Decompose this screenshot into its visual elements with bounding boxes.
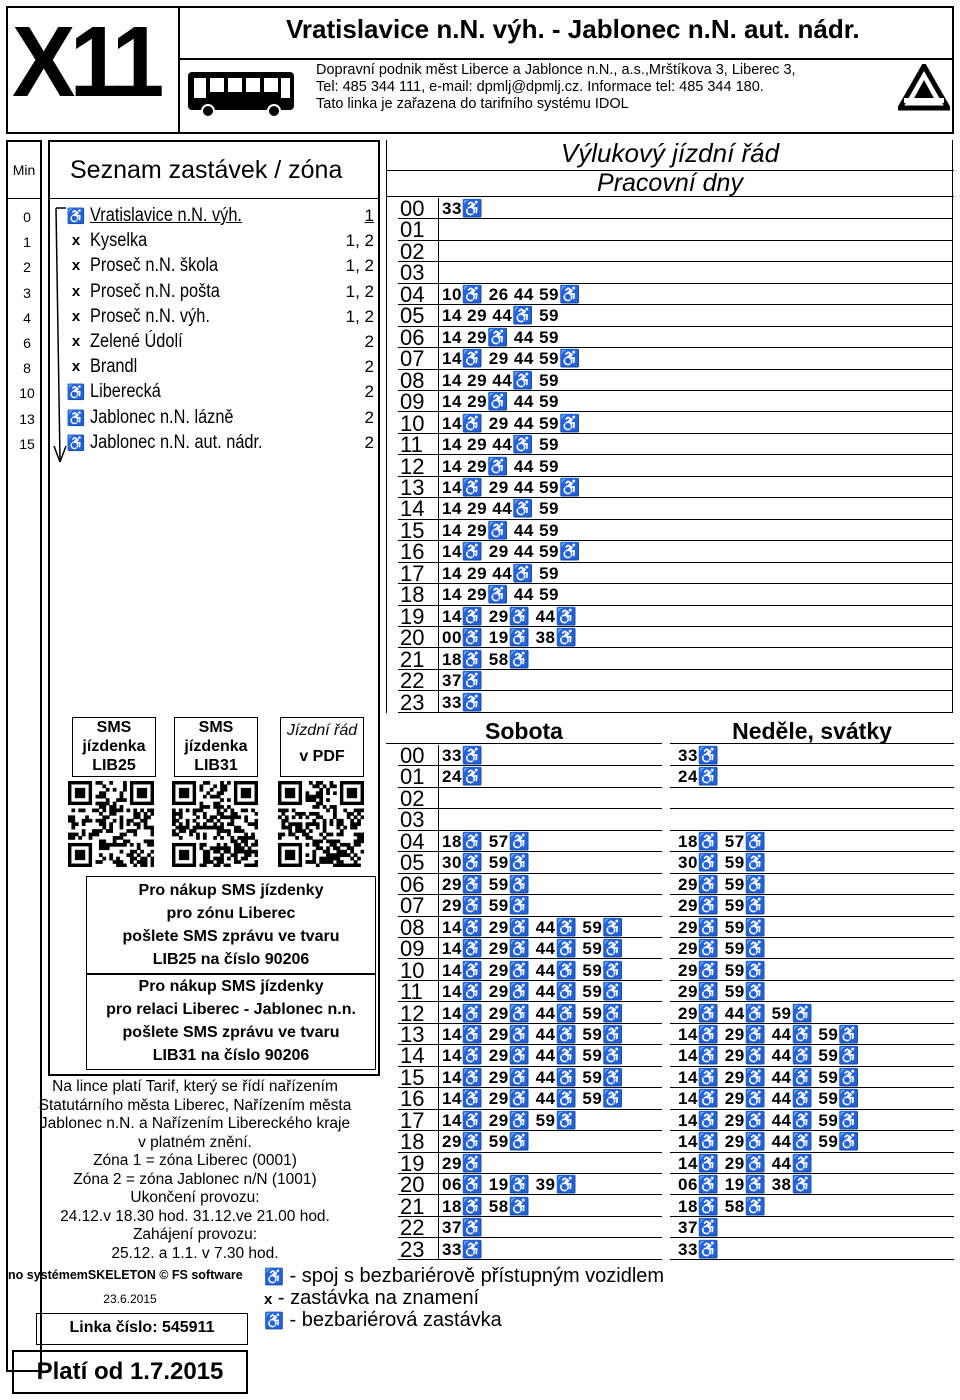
departure-minutes: 14♿ 29♿ 44♿ 59♿ — [678, 1110, 860, 1130]
departure-minutes: 30♿ 59♿ — [678, 853, 767, 873]
header-rule — [180, 58, 954, 60]
timetable-row — [670, 1153, 954, 1174]
timetable-row — [398, 646, 952, 672]
departure-minutes: 33♿ — [678, 1239, 720, 1259]
sms-info-liberec-line1: Pro nákup SMS jízdenky — [138, 882, 324, 899]
saturday-table — [398, 745, 662, 1260]
sms-info-jablonec-line3: pošlete SMS zprávu ve tvaru — [122, 1024, 340, 1041]
timetable-row — [670, 831, 954, 852]
tariff-line-5: Zóna 1 = zóna Liberec (0001) — [93, 1152, 297, 1169]
timetable-row — [670, 1045, 954, 1066]
departure-minutes: 29♿ — [442, 1153, 484, 1173]
timetable-row — [398, 324, 952, 350]
request-stop-icon: x — [71, 257, 81, 275]
timetable-row — [670, 766, 954, 787]
departure-minutes: 37♿ — [442, 1218, 484, 1238]
timetable-row — [398, 432, 952, 458]
departure-minutes: 14♿ 29♿ 44♿ 59♿ — [442, 917, 624, 937]
request-stop-icon: x — [71, 282, 81, 300]
timetable-row — [398, 453, 952, 479]
sunday-table — [670, 745, 954, 1260]
departure-minutes: 14♿ 29♿ 44♿ 59♿ — [678, 1132, 860, 1152]
legend-item-accessible-vehicle — [264, 1266, 664, 1288]
timetable-row — [670, 1024, 954, 1045]
stop-name: Jablonec n.N. aut. nádr. — [90, 431, 263, 453]
request-stop-icon: x — [71, 232, 81, 250]
departure-minutes: 14 29♿ 44 59 — [442, 456, 559, 476]
hour-label: 02 — [400, 238, 425, 264]
hour-label: 15 — [400, 517, 425, 543]
hour-label: 21 — [400, 1193, 425, 1219]
tariff-line-6: Zóna 2 = zóna Jablonec n/N (1001) — [73, 1170, 317, 1188]
stop-row — [0, 407, 380, 432]
print-date: 23.6.2015 — [103, 1292, 157, 1306]
sms-box-lib25-line2: jízdenka — [82, 738, 146, 755]
timetable-row — [670, 1088, 954, 1109]
timetable-row — [398, 367, 952, 393]
weekday-label: Pracovní dny — [597, 169, 743, 197]
timetable-row — [398, 539, 952, 565]
sms-box-lib31 — [174, 717, 258, 777]
tariff-line-3: Jablonec n.N. a Nařízením Libereckého kraje — [39, 1115, 351, 1132]
departure-minutes: 24♿ — [678, 767, 720, 787]
stop-zone: 1, 2 — [345, 281, 374, 301]
hour-column-divider — [438, 745, 439, 1260]
stop-minute: 4 — [23, 309, 31, 326]
departure-minutes: 14♿ 29♿ 44♿ 59♿ — [442, 1046, 624, 1066]
tariff-line-7: Ukončení provozu: — [130, 1189, 260, 1206]
departure-minutes: 14♿ 29♿ 44♿ 59♿ — [442, 1067, 624, 1087]
qr-code-lib31[interactable] — [172, 781, 258, 867]
timetable-title: Výlukový jízdní řád — [560, 138, 780, 168]
departure-minutes: 14♿ 29♿ 44♿ — [678, 1153, 814, 1173]
departure-minutes: 14 29♿ 44 59 — [442, 327, 559, 347]
tariff-line-8: 24.12.v 18.30 hod. 31.12.ve 21.00 hod. — [60, 1207, 330, 1225]
departure-minutes: 14 29♿ 44 59 — [442, 392, 559, 412]
stop-name: Jablonec n.N. lázně — [90, 406, 234, 428]
timetable-row — [398, 689, 952, 715]
stop-name: Proseč n.N. pošta — [90, 280, 220, 302]
hour-label: 14 — [400, 1043, 425, 1069]
hour-label: 22 — [400, 668, 425, 694]
hour-label: 19 — [400, 603, 425, 629]
sms-info-jablonec-line2: pro relaci Liberec - Jablonec n.n. — [106, 1001, 356, 1018]
departure-minutes: 33♿ — [442, 746, 484, 765]
operator-info — [316, 62, 796, 113]
sms-box-lib25-line1: SMS — [96, 719, 132, 736]
timetable-row — [670, 1174, 954, 1195]
departure-minutes: 29♿ 59♿ — [442, 1132, 531, 1152]
sms-info-liberec-line2: pro zónu Liberec — [166, 905, 296, 922]
timetable-row — [398, 389, 952, 415]
departure-minutes: 29♿ 59♿ — [678, 917, 767, 937]
departure-minutes: 29♿ 59♿ — [678, 896, 767, 916]
departure-minutes: 14 29 44♿ 59 — [442, 435, 559, 455]
stop-minute: 13 — [19, 410, 35, 427]
timetable-row — [398, 281, 952, 307]
departure-minutes: 30♿ 59♿ — [442, 853, 531, 873]
hour-label: 07 — [400, 893, 425, 919]
min-divider — [6, 198, 42, 199]
hour-label: 01 — [400, 217, 425, 243]
hour-label: 14 — [400, 496, 425, 522]
legend-text-1: - spoj s bezbariérově přístupným vozidlem — [289, 1265, 665, 1287]
valid-from: Platí od 1.7.2015 — [12, 1350, 248, 1394]
departure-minutes: 29♿ 59♿ — [678, 874, 767, 894]
legend-item-accessible-stop — [264, 1310, 664, 1332]
departure-minutes: 37♿ — [442, 671, 484, 691]
hour-label: 07 — [400, 346, 425, 372]
hour-label: 21 — [400, 646, 425, 672]
operator-line-2: Tel: 485 344 111, e-mail: dpmlj@dpmlj.cz. Informace tel: 485 344 180. — [316, 79, 764, 95]
stop-row — [0, 230, 380, 255]
timetable-row — [670, 917, 954, 938]
stop-zone: 2 — [364, 382, 374, 402]
line-number: X11 — [12, 6, 159, 118]
stop-zone: 1, 2 — [345, 231, 374, 251]
timetable-row — [670, 852, 954, 873]
departure-minutes: 18♿ 58♿ — [442, 649, 531, 669]
departure-minutes: 14 29♿ 44 59 — [442, 585, 559, 605]
legend — [264, 1266, 664, 1332]
timetable-row — [398, 603, 952, 629]
qr-code-pdf[interactable] — [278, 781, 364, 867]
departure-minutes: 14 29 44♿ 59 — [442, 563, 559, 583]
timetable-row — [670, 1196, 954, 1217]
stop-name: Vratislavice n.N. výh. — [90, 205, 242, 226]
hour-label: 10 — [400, 410, 425, 436]
departure-minutes: 14♿ 29♿ 44♿ 59♿ — [678, 1024, 860, 1044]
stop-row — [0, 306, 380, 331]
departure-minutes: 14♿ 29♿ 44♿ 59♿ — [678, 1067, 860, 1087]
hour-label: 23 — [400, 689, 425, 715]
bus-icon — [186, 66, 298, 118]
stop-minute: 8 — [23, 360, 31, 377]
software-credit: no systémemSKELETON © FS software — [8, 1268, 243, 1282]
timetable-row — [670, 745, 954, 766]
departure-minutes: 29♿ 59♿ — [678, 960, 767, 980]
sms-box-lib31-line1: SMS — [198, 719, 234, 736]
hour-label: 18 — [400, 582, 425, 608]
timetable-row — [398, 668, 952, 694]
departure-minutes: 18♿ 58♿ — [442, 1196, 531, 1216]
stop-zone: 1 — [364, 206, 374, 225]
stop-row — [0, 432, 380, 457]
stop-zone: 1, 2 — [345, 306, 374, 326]
departure-minutes: 06♿ 19♿ 39♿ — [442, 1175, 578, 1195]
stop-zone: 2 — [364, 407, 374, 427]
stop-name: Liberecká — [90, 381, 161, 403]
request-stop-icon: x — [71, 333, 81, 350]
departure-minutes: 14♿ 29♿ 44♿ 59♿ — [442, 1089, 624, 1109]
sms-box-lib25-line3: LIB25 — [92, 757, 136, 774]
timetable-row — [398, 496, 952, 522]
wheelchair-icon: ♿ — [66, 409, 86, 427]
pdf-box-line2: v PDF — [299, 748, 345, 765]
stop-row — [0, 356, 380, 381]
stop-row — [0, 331, 380, 356]
hour-label: 11 — [400, 979, 423, 1005]
timetable-row — [670, 1110, 954, 1131]
stop-minute: 3 — [23, 284, 31, 301]
hour-label: 00 — [400, 196, 425, 221]
stop-row — [0, 381, 380, 406]
departure-minutes: 00♿ 19♿ 38♿ — [442, 628, 578, 648]
legend-item-request-stop — [264, 1288, 664, 1310]
hour-label: 08 — [400, 367, 425, 393]
sunday-label-rule — [670, 743, 954, 744]
departure-minutes: 14 29 44♿ 59 — [442, 306, 559, 326]
hour-label: 04 — [400, 281, 425, 307]
pdf-box[interactable] — [280, 717, 364, 777]
hour-label: 09 — [400, 389, 425, 415]
pdf-box-line1: Jízdní řád — [286, 722, 358, 739]
timetable-row — [670, 788, 954, 809]
timetable-row — [398, 582, 952, 608]
hour-label: 06 — [400, 871, 425, 897]
timetable-row — [670, 1217, 954, 1238]
saturday-label: Sobota — [485, 718, 563, 744]
departure-minutes: 14♿ 29♿ 59♿ — [442, 1110, 578, 1130]
departure-minutes: 14 29 44♿ 59 — [442, 370, 559, 390]
wheelchair-icon: ♿ — [66, 208, 86, 225]
departure-minutes: 14♿ 29 44 59♿ — [442, 477, 581, 497]
timetable-row — [670, 981, 954, 1002]
hour-label: 10 — [400, 957, 425, 983]
hour-label: 13 — [400, 1021, 425, 1047]
stop-zone: 2 — [364, 432, 374, 452]
departure-minutes: 18♿ 57♿ — [678, 831, 767, 851]
legend-text-2: - zastávka na znamení — [277, 1287, 480, 1309]
timetable-row — [670, 960, 954, 981]
departure-minutes: 14♿ 29♿ 44♿ 59♿ — [442, 939, 624, 959]
operator-line-3: Tato linka je zařazena do tarifního systému IDOL — [316, 96, 629, 112]
sms-info-liberec-line3: pošlete SMS zprávu ve tvaru — [122, 928, 340, 945]
timetable-row — [398, 217, 952, 243]
timetable-row — [670, 1003, 954, 1024]
tariff-line-10: 25.12. a 1.1. v 7.30 hod. — [111, 1244, 279, 1262]
sms-info-jablonec-line4: LIB31 na číslo 90206 — [152, 1047, 310, 1064]
hour-label: 17 — [400, 560, 425, 586]
hour-label: 23 — [400, 1236, 425, 1262]
hour-label: 17 — [400, 1107, 425, 1133]
sms-box-lib31-line3: LIB31 — [194, 757, 238, 774]
departure-minutes: 14♿ 29 44 59♿ — [442, 413, 581, 433]
stop-minute: 15 — [19, 435, 35, 452]
saturday-label-rule — [386, 743, 662, 744]
sms-info-jablonec-line1: Pro nákup SMS jízdenky — [138, 978, 324, 995]
sms-box-lib31-line2: jízdenka — [184, 738, 248, 755]
departure-minutes: 33♿ — [442, 1239, 484, 1259]
stop-name: Proseč n.N. škola — [90, 255, 219, 277]
hour-label: 12 — [400, 453, 425, 479]
stops-title-rule — [48, 198, 380, 199]
timetable-row — [670, 1131, 954, 1152]
sunday-label: Neděle, svátky — [732, 718, 892, 744]
hour-label: 11 — [400, 432, 423, 458]
wheelchair-icon: ♿ — [66, 384, 86, 402]
weekday-label-rule — [386, 196, 954, 197]
hour-label: 03 — [400, 807, 425, 833]
stop-row — [0, 281, 380, 306]
departure-minutes: 33♿ — [442, 692, 484, 712]
stop-name: Proseč n.N. výh. — [90, 305, 210, 327]
line-number-box: Linka číslo: 545911 — [36, 1313, 248, 1345]
tariff-line-1: Na lince platí Tarif, který se řídí nařízením — [52, 1078, 338, 1095]
departure-minutes: 14 29♿ 44 59 — [442, 520, 559, 540]
tariff-line-9: Zahájení provozu: — [132, 1226, 258, 1243]
legend-text-3: - bezbariérová zastávka — [289, 1309, 502, 1331]
stop-zone: 2 — [364, 332, 374, 351]
line-divider — [178, 6, 180, 134]
departure-minutes: 10♿ 26 44 59♿ — [442, 284, 581, 304]
departure-minutes: 18♿ 58♿ — [678, 1196, 767, 1216]
qr-code-lib25[interactable] — [68, 781, 154, 867]
hour-label: 00 — [400, 743, 425, 768]
timetable-row — [670, 1067, 954, 1088]
request-stop-icon: x — [71, 358, 81, 376]
hour-label: 20 — [400, 625, 425, 651]
departure-minutes: 14♿ 29♿ 44♿ 59♿ — [678, 1046, 860, 1066]
hour-label: 18 — [400, 1129, 425, 1155]
hour-label: 02 — [400, 785, 425, 811]
hour-label: 22 — [400, 1215, 425, 1241]
stops-title: Seznam zastávek / zóna — [70, 156, 343, 184]
timetable-right-border — [952, 140, 953, 713]
request-stop-icon: x — [264, 1291, 273, 1308]
route-title: Vratislavice n.N. výh. - Jablonec n.N. aut. nádr. — [286, 14, 860, 44]
hour-label: 01 — [400, 764, 425, 790]
departure-minutes: 14♿ 29 44 59♿ — [442, 349, 581, 369]
sms-info-liberec — [86, 876, 376, 974]
timetable-row — [398, 198, 952, 219]
request-stop-icon: x — [71, 307, 81, 325]
hour-label: 16 — [400, 539, 425, 565]
tariff-line-4: v platném znění. — [138, 1133, 252, 1151]
hour-label: 03 — [400, 260, 425, 286]
departure-minutes: 14♿ 29♿ 44♿ 59♿ — [678, 1089, 860, 1109]
departure-minutes: 14 29 44♿ 59 — [442, 499, 559, 519]
stop-minute: 2 — [23, 259, 31, 276]
departure-minutes: 18♿ 57♿ — [442, 831, 531, 851]
timetable-row — [398, 346, 952, 372]
sms-info-jablonec — [86, 974, 376, 1070]
hour-label: 16 — [400, 1086, 425, 1112]
hour-label: 13 — [400, 474, 425, 500]
wheelchair-icon: ♿ — [264, 1269, 284, 1286]
hour-label: 09 — [400, 936, 425, 962]
stop-minute: 10 — [19, 385, 35, 402]
departure-minutes: 29♿ 59♿ — [678, 939, 767, 959]
departure-minutes: 14♿ 29♿ 44♿ 59♿ — [442, 982, 624, 1002]
stop-minute: 0 — [23, 209, 31, 225]
departure-minutes: 37♿ — [678, 1218, 720, 1238]
timetable-row — [670, 874, 954, 895]
departure-minutes: 33♿ — [442, 199, 484, 218]
departure-minutes: 14♿ 29 44 59♿ — [442, 542, 581, 562]
idol-logo — [898, 64, 950, 112]
hour-label: 12 — [400, 1000, 425, 1026]
stop-minute: 1 — [23, 234, 31, 251]
departure-minutes: 14♿ 29♿ 44♿ — [442, 606, 578, 626]
departure-minutes: 14♿ 29♿ 44♿ 59♿ — [442, 960, 624, 980]
timetable-row — [670, 895, 954, 916]
hour-label: 04 — [400, 828, 425, 854]
departure-minutes: 14♿ 29♿ 44♿ 59♿ — [442, 1024, 624, 1044]
min-label: Min — [12, 162, 36, 178]
hour-label: 20 — [400, 1172, 425, 1198]
wheelchair-icon: ♿ — [66, 434, 86, 452]
timetable-row — [398, 260, 952, 286]
stop-name: Kyselka — [90, 230, 148, 252]
timetable-row — [398, 303, 952, 329]
stop-zone: 1, 2 — [345, 256, 374, 276]
operator-line-1: Dopravní podnik měst Liberce a Jablonce n.N., a.s.,Mrštíkova 3, Liberec 3, — [316, 62, 796, 78]
hour-label: 15 — [400, 1064, 425, 1090]
tariff-note — [14, 1078, 376, 1263]
sms-box-lib25 — [72, 717, 156, 777]
tariff-line-2: Statutárního města Liberec, Nařízením města — [38, 1096, 352, 1114]
departure-minutes: 24♿ — [442, 767, 484, 787]
timetable-row — [670, 938, 954, 959]
departure-minutes: 14♿ 29♿ 44♿ 59♿ — [442, 1003, 624, 1023]
stop-zone: 2 — [364, 357, 374, 377]
timetable-row — [398, 410, 952, 436]
departure-minutes: 29♿ 59♿ — [442, 874, 531, 894]
timetable-row — [398, 560, 952, 586]
hour-label: 19 — [400, 1150, 425, 1176]
timetable-row — [670, 1239, 954, 1260]
hour-label: 05 — [400, 303, 425, 329]
timetable-row — [398, 625, 952, 651]
hour-label: 06 — [400, 324, 425, 350]
timetable-left-border — [386, 140, 387, 713]
sms-info-liberec-line4: LIB25 na číslo 90206 — [152, 951, 310, 968]
hour-column-divider — [438, 198, 439, 713]
stop-row — [0, 205, 380, 230]
timetable-row — [398, 238, 952, 264]
wheelchair-icon: ♿ — [264, 1313, 284, 1330]
departure-minutes: 06♿ 19♿ 38♿ — [678, 1175, 814, 1195]
weekday-table — [398, 198, 952, 713]
timetable-row — [398, 517, 952, 543]
stop-row — [0, 255, 380, 280]
departure-minutes: 29♿ 59♿ — [442, 896, 531, 916]
stop-name: Brandl — [90, 356, 138, 378]
departure-minutes: 29♿ 59♿ — [678, 982, 767, 1002]
hour-label: 08 — [400, 914, 425, 940]
departure-minutes: 33♿ — [678, 746, 720, 765]
stop-name: Zelené Údolí — [90, 331, 183, 352]
hour-label: 05 — [400, 850, 425, 876]
timetable-row — [398, 474, 952, 500]
timetable-row — [670, 809, 954, 830]
departure-minutes: 29♿ 44♿ 59♿ — [678, 1003, 814, 1023]
stop-minute: 6 — [23, 335, 31, 351]
